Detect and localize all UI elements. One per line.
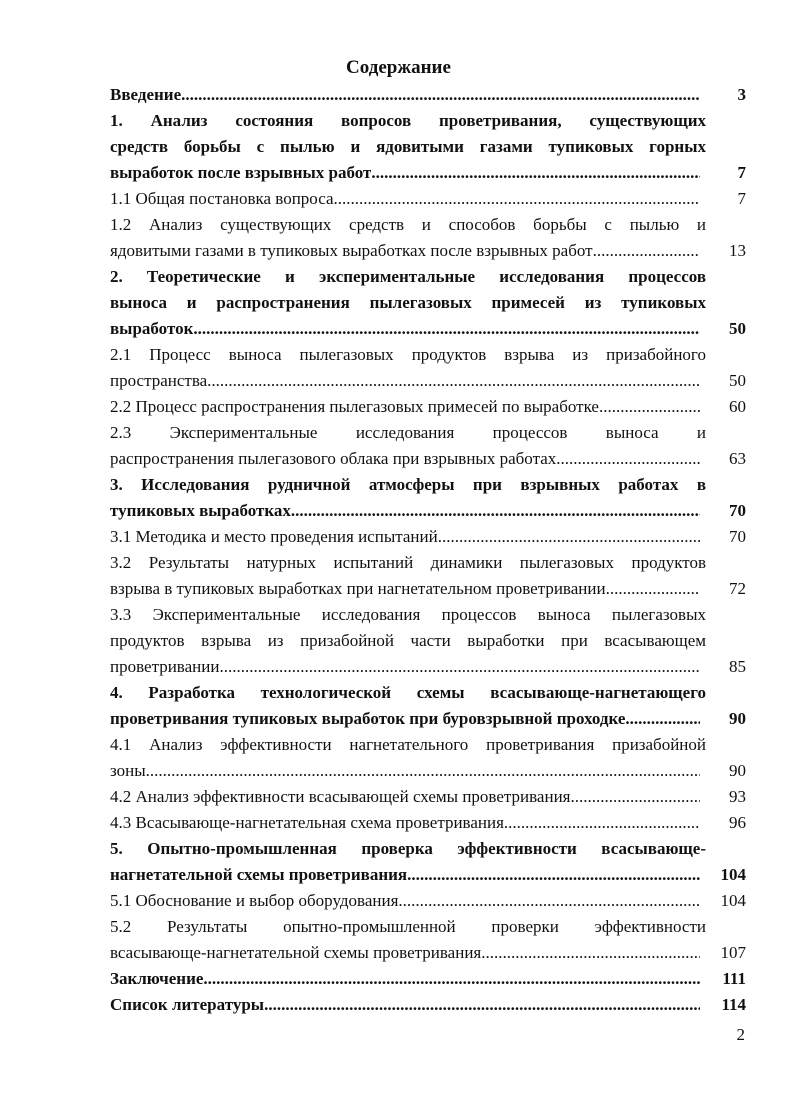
page-number: 2 [736,1025,745,1044]
toc-entry-title: 1.1 Общая постановка вопроса [110,189,334,208]
toc-entry-page: 111 [722,969,746,988]
toc-entry [110,342,746,394]
toc-leader-dots [556,446,700,472]
toc-entry-title: пространства [110,371,208,390]
page-title: Содержание [346,57,451,78]
toc-entry-title: нагнетательной схемы проветривания [110,865,408,884]
toc-leader-dots [438,524,700,550]
toc-entry-title: 4.3 Всасывающе-нагнетательная схема проветривания [110,813,504,832]
toc-entry [110,602,746,680]
toc-entry [110,992,746,1018]
toc-entry-title: взрыва в тупиковых выработках при нагнетательном проветривании [110,579,606,598]
toc-leader-dots [264,992,700,1018]
toc-entry-title: выработок после взрывных работ [110,163,372,182]
toc-entry-title: Введение [110,85,182,104]
toc-entry-page: 90 [729,709,746,728]
toc-entry-page: 104 [720,891,746,910]
toc-entry-page: 63 [729,449,746,468]
toc-entry-text-line: 3.3 Экспериментальные исследования процессов выноса пылегазовых [110,605,706,624]
toc-entry-title: Заключение [110,969,204,988]
toc-entry [110,810,746,836]
toc-entry-text-line: выноса и распространения пылегазовых примесей из тупиковых [110,293,706,312]
toc-leader-dots [219,654,700,680]
toc-entry-title: ядовитыми газами в тупиковых выработках после взрывных работ [110,241,593,260]
toc-entry-title: 5.1 Обоснование и выбор оборудования [110,891,399,910]
toc-entry-page: 70 [729,527,746,546]
toc-leader-dots [504,810,700,836]
toc-entry-text-line: 2.3 Экспериментальные исследования процессов выноса и [110,423,706,442]
toc-entry-page: 72 [729,579,746,598]
toc-entry-title: всасывающе-нагнетательной схемы проветривания [110,943,482,962]
toc-entry-title: проветривания тупиковых выработок при буровзрывной проходке... [110,709,639,728]
toc-entry-title: 3.1 Методика и место проведения испытаний [110,527,438,546]
toc-leader-dots [398,888,700,914]
toc-entry [110,836,746,888]
toc-entry-text-line: 2.1 Процесс выноса пылегазовых продуктов взрыва из призабойного [110,345,706,364]
toc-entry-page: 104 [720,865,746,884]
toc-entry-page: 114 [721,995,746,1014]
toc-entry-text-line: 3.2 Результаты натурных испытаний динамики пылегазовых продуктов [110,553,706,572]
toc-entry-page: 85 [729,657,746,676]
toc-leader-dots [193,316,700,342]
toc-leader-dots [593,238,700,264]
toc-leader-dots [599,394,700,420]
toc-entry-title: 2.2 Процесс распространения пылегазовых примесей по выработке [110,397,599,416]
toc-entry-text-line: 2. Теоретические и экспериментальные исследования процессов [110,267,706,286]
toc-entry [110,420,746,472]
toc-entry [110,212,746,264]
toc-entry-page: 50 [729,371,746,390]
toc-leader-dots [371,160,700,186]
toc-entry [110,732,746,784]
toc-entry-page: 13 [729,241,746,260]
toc-entry [110,680,746,732]
toc-entry [110,108,746,186]
toc-entry-text-line: 5. Опытно-промышленная проверка эффективности всасывающе- [110,839,706,858]
toc-entry-title: тупиковых выработках [110,501,291,520]
table-of-contents [110,82,746,1018]
toc-leader-dots [146,758,700,784]
toc-leader-dots [407,862,700,888]
toc-entry-text-line: продуктов взрыва из призабойной части выработки при всасывающем [110,631,706,650]
toc-entry-text-line: 1. Анализ состояния вопросов проветривания, существующих [110,111,706,130]
toc-entry-title: проветривании [110,657,220,676]
toc-leader-dots [334,186,700,212]
toc-entry [110,264,746,342]
toc-entry [110,472,746,524]
toc-leader-dots [606,576,700,602]
toc-entry-page: 93 [729,787,746,806]
toc-entry [110,966,746,992]
toc-entry-page: 70 [729,501,746,520]
toc-entry-text-line: 4. Разработка технологической схемы всасывающе-нагнетающего [110,683,706,702]
toc-entry-text-line: 5.2 Результаты опытно-промышленной проверки эффективности [110,917,706,936]
toc-leader-dots [291,498,700,524]
toc-entry [110,394,746,420]
toc-leader-dots [207,368,700,394]
toc-entry-page: 60 [729,397,746,416]
toc-entry [110,914,746,966]
toc-entry-page: 3 [737,85,746,104]
toc-entry-page: 7 [737,163,746,182]
toc-entry-title: 4.2 Анализ эффективности всасывающей схемы проветривания [110,787,571,806]
toc-entry-page: 90 [729,761,746,780]
toc-entry-title: Список литературы [110,995,265,1014]
toc-leader-dots [481,940,700,966]
toc-entry [110,784,746,810]
toc-leader-dots [181,82,700,108]
toc-entry [110,550,746,602]
toc-entry-text-line: 3. Исследования рудничной атмосферы при взрывных работах в [110,475,706,494]
toc-leader-dots [638,706,700,732]
toc-entry-text-line: 1.2 Анализ существующих средств и способов борьбы с пылью и [110,215,706,234]
toc-entry-title: зоны [110,761,146,780]
toc-leader-dots [571,784,701,810]
toc-entry-page: 107 [720,943,746,962]
toc-leader-dots [203,966,700,992]
toc-entry-page: 50 [729,319,746,338]
toc-entry-page: 96 [729,813,746,832]
toc-entry-text-line: 4.1 Анализ эффективности нагнетательного проветривания призабойной [110,735,706,754]
toc-entry-title: выработок [110,319,194,338]
toc-entry [110,888,746,914]
toc-entry [110,186,746,212]
toc-entry [110,524,746,550]
toc-entry-page: 7 [737,189,746,208]
toc-entry-text-line: средств борьбы с пылью и ядовитыми газами тупиковых горных [110,137,706,156]
toc-entry [110,82,746,108]
toc-entry-title: распространения пылегазового облака при взрывных работах [110,449,557,468]
